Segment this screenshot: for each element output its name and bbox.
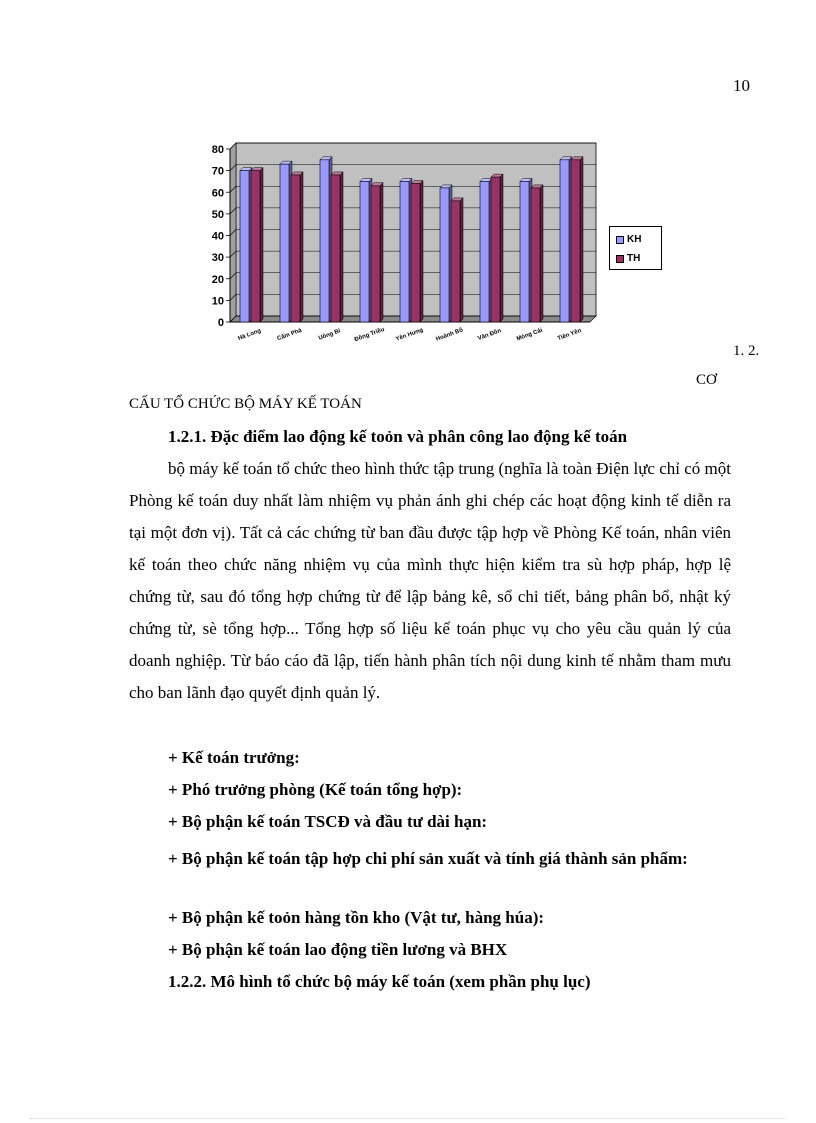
legend-swatch-kh (616, 236, 624, 244)
chart-svg (196, 138, 676, 364)
y-tick-label: 40 (211, 230, 224, 243)
y-tick-label: 80 (211, 144, 224, 156)
list-item-chief-accountant: + Kế toán trưởng: (168, 748, 300, 767)
section-121-heading: 1.2.1. Đặc điểm lao động kế toỏn và phân công lao động kế toán (168, 427, 628, 446)
section-121-paragraph: bộ máy kế toán tổ chức theo hình thức tập trung (nghĩa là toàn Điện lực chỉ có một Phòng kế toán duy nhất làm nhiệm vụ phản ánh ghi chép các hoạt động kinh tế diễn ra tại một đơn vị). Tất cả các chứng từ ban đầu được tập hợp về Phòng Kế toán, nhân viên kế toán theo chức năng nhiệm vụ của mình thực hiện kiểm tra sù hợp pháp, hợp lệ chứng từ, sau đó tổng hợp chứng từ để lập bảng kê, sổ chi tiết, bảng phân bổ, nhật ký chứng từ, sè tổng hợp... Tổng hợp số liệu kế toán phục vụ cho yêu cầu quản lý của doanh nghiệp. Từ báo cáo đã lập, tiến hành phân tích nội dung kinh tế nhằm tham mưu cho ban lãnh đạo quyết định quản lý. (129, 459, 731, 702)
caption-number-2: CƠ (696, 372, 717, 388)
section-title: CẤU TỔ CHỨC BỘ MÁY KẾ TOÁN (129, 396, 362, 412)
list-item-production-cost: + Bộ phận kế toán tập hợp chi phí sản xuất và tính giá thành sản phẩm: (168, 849, 688, 868)
list-item-fixed-assets: + Bộ phận kế toán TSCĐ và đầu tư dài hạn: (168, 812, 488, 831)
bar-side-th-7 (540, 185, 543, 322)
bar-side-th-1 (300, 172, 303, 322)
bar-kh-8 (560, 160, 569, 322)
list-item-payroll: + Bộ phận kế toán lao động tiền lương và BHX (168, 940, 508, 959)
y-tick-label: 70 (211, 165, 224, 178)
y-tick-label: 20 (211, 273, 224, 286)
caption-number-1: 1. 2. (733, 343, 760, 359)
bar-side-th-2 (340, 172, 343, 322)
bar-th-1 (291, 175, 300, 322)
footer-divider (30, 1118, 786, 1119)
bar-th-2 (331, 175, 340, 322)
x-tick-label: Cẩm Phả (276, 327, 303, 343)
bar-kh-7 (520, 181, 529, 322)
bar-kh-3 (360, 181, 369, 322)
x-tick-label: Móng Cái (515, 327, 544, 343)
y-tick-label: 50 (211, 208, 224, 221)
legend-label-kh: KH (627, 234, 642, 245)
x-tick-label: Yên Hưng (395, 327, 425, 343)
bar-th-4 (411, 184, 420, 322)
x-tick-label: Vân Đồn (477, 328, 503, 343)
legend-item-kh (616, 234, 641, 245)
x-tick-label: Hoành Bồ (435, 327, 465, 343)
y-tick-label: 0 (217, 317, 224, 329)
bar-th-6 (491, 177, 500, 322)
bar-side-th-8 (580, 157, 583, 322)
y-tick-label: 30 (211, 252, 224, 265)
x-tick-label: Hà Long (237, 328, 262, 342)
section-122-heading: 1.2.2. Mô hình tổ chức bộ máy kế toán (xem phần phụ lục) (168, 972, 591, 991)
bar-kh-6 (480, 181, 489, 322)
x-tick-label: Uông Bí (317, 328, 342, 342)
bar-kh-5 (440, 188, 449, 322)
bar-kh-1 (280, 164, 289, 322)
bar-th-3 (371, 186, 380, 322)
list-item-deputy-head: + Phó trưởng phòng (Kế toán tổng hợp): (168, 780, 463, 799)
x-tick-label: Đông Triều (353, 326, 386, 344)
bar-side-th-0 (260, 168, 263, 322)
legend-label-th: TH (627, 253, 641, 264)
chart-legend (609, 226, 662, 270)
bar-side-th-3 (380, 183, 383, 322)
bar-side-th-6 (500, 174, 503, 322)
bar-chart (196, 138, 676, 364)
bar-th-8 (571, 160, 580, 322)
x-tick-label: Tiên Yên (556, 328, 583, 343)
bar-th-5 (451, 201, 460, 322)
bar-th-0 (251, 171, 260, 322)
y-tick-label: 10 (211, 295, 224, 308)
y-tick-label: 60 (211, 187, 224, 200)
legend-item-th (616, 253, 640, 264)
bar-side-th-4 (420, 181, 423, 322)
bar-kh-4 (400, 181, 409, 322)
bar-kh-0 (240, 171, 249, 322)
bar-side-th-5 (460, 198, 463, 322)
legend-swatch-th (616, 255, 624, 263)
page-number: 10 (733, 76, 750, 95)
bar-th-7 (531, 188, 540, 322)
list-item-inventory: + Bộ phận kế toỏn hàng tồn kho (Vật tư, hàng húa): (168, 908, 545, 927)
bar-kh-2 (320, 160, 329, 322)
